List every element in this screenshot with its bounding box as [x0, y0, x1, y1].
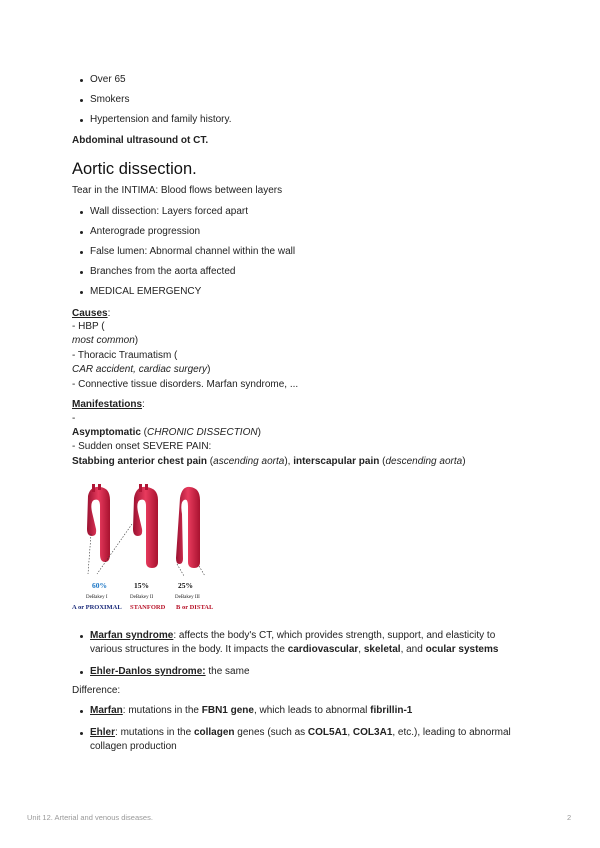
paren: (	[379, 456, 386, 467]
marfan-term: Marfan	[90, 705, 123, 716]
col5a1: COL5A1	[307, 727, 348, 738]
aorta-type-1-icon	[87, 484, 110, 562]
screening-note: Abdominal ultrasound ot CT.	[72, 135, 209, 146]
cause-hbp: - HBP (	[72, 321, 105, 332]
interscapular: interscapular pain	[293, 456, 380, 467]
paren: )	[134, 335, 139, 346]
pct-type-3: 25%	[178, 581, 193, 590]
list-item: Branches from the aorta affected	[80, 265, 295, 279]
class-proximal: A or PROXIMAL	[72, 604, 122, 611]
cardio: cardiovascular	[287, 644, 359, 655]
ehler-desc: the same	[205, 666, 250, 677]
text: , etc.), leading to abnormal collagen production	[90, 727, 511, 752]
sep: ,	[347, 727, 353, 738]
marfan-syndrome: Marfan syndrome	[90, 630, 174, 641]
paren: ),	[284, 456, 294, 467]
text: genes (such as	[234, 727, 308, 738]
chronic: CHRONIC DISSECTION	[147, 427, 258, 438]
cause-trauma: - Thoracic Traumatism (	[72, 350, 178, 361]
hbp-note: most common	[72, 335, 135, 346]
definition-text: Tear in the INTIMA: Blood flows between layers	[72, 185, 283, 196]
feature-list	[80, 205, 295, 305]
list-item: Over 65	[80, 73, 232, 87]
list-item: Wall dissection: Layers forced apart	[80, 205, 295, 219]
fibrillin: fibrillin-1	[370, 705, 413, 716]
risk-factor-list	[80, 73, 232, 133]
dissection-figure	[72, 484, 222, 612]
footer-title: Unit 12. Arterial and venous diseases.	[27, 813, 153, 822]
cause-trauma-note	[72, 363, 210, 377]
sep: ,	[358, 644, 364, 655]
text: , which leads to abnormal	[253, 705, 371, 716]
list-item: Smokers	[80, 93, 232, 107]
manifestation-pain	[72, 455, 466, 469]
pct-type-1: 60%	[92, 581, 107, 590]
syndrome-list	[80, 629, 530, 685]
list-item	[80, 629, 530, 657]
difference-list	[80, 704, 530, 760]
asymptomatic: Asymptomatic	[72, 427, 141, 438]
class-stanford: STANFORD	[130, 604, 166, 611]
aorta-type-2-icon	[133, 484, 158, 568]
ehler-term: Ehler	[90, 727, 116, 738]
descending: descending aorta	[385, 456, 463, 467]
manifestations-heading-text: Manifestations	[72, 399, 143, 410]
trauma-note: CAR accident, cardiac surgery	[72, 364, 208, 375]
debakey-type-3: DeBakey III	[175, 595, 200, 600]
paren: )	[257, 427, 261, 438]
col3a1: COL3A1	[352, 727, 393, 738]
stabbing: Stabbing anterior chest pain	[72, 456, 208, 467]
manifestation-dash: -	[72, 413, 76, 424]
manifestations-heading: Manifestations:	[72, 399, 145, 410]
cause-hbp-note	[72, 334, 138, 348]
list-item	[80, 704, 530, 718]
class-distal: B or DISTAL	[176, 604, 214, 611]
text: : mutations in the	[115, 727, 194, 738]
manifestation-asymptomatic	[72, 426, 261, 440]
marfan-desc: : affects the body's CT, which provides strength, support, and elasticity to various structures in the body. It impacts the	[90, 630, 496, 655]
manifestation-sudden: - Sudden onset SEVERE PAIN:	[72, 441, 212, 452]
aorta-illustrations	[72, 484, 222, 579]
list-item	[80, 665, 530, 679]
section-title: Aortic dissection.	[72, 160, 197, 178]
fbn1: FBN1 gene	[201, 705, 254, 716]
debakey-type-2: DeBakey II	[130, 595, 154, 600]
difference-heading: Difference:	[72, 685, 121, 696]
ascending: ascending aorta	[213, 456, 285, 467]
page-number: 2	[567, 813, 572, 822]
sep: , and	[400, 644, 426, 655]
pct-type-2: 15%	[134, 581, 149, 590]
list-item	[80, 726, 530, 754]
causes-heading: Causes:	[72, 308, 111, 319]
debakey-type-1: DeBakey I	[86, 595, 108, 600]
cause-connective: - Connective tissue disorders. Marfan syndrome, ...	[72, 379, 299, 390]
ehler-danlos-syndrome: Ehler-Danlos syndrome:	[90, 666, 206, 677]
ocular: ocular systems	[425, 644, 499, 655]
aorta-type-3-icon	[176, 487, 200, 568]
collagen: collagen	[193, 727, 235, 738]
list-item: Hypertension and family history.	[80, 113, 232, 127]
list-item: False lumen: Abnormal channel within the wall	[80, 245, 295, 259]
list-item: Anterograde progression	[80, 225, 295, 239]
causes-heading-text: Causes	[72, 308, 108, 319]
paren: )	[462, 456, 466, 467]
paren: (	[207, 456, 214, 467]
paren: )	[207, 364, 211, 375]
text: : mutations in the	[122, 705, 202, 716]
skeletal: skeletal	[363, 644, 401, 655]
paren: (	[140, 427, 148, 438]
list-item: MEDICAL EMERGENCY	[80, 285, 295, 299]
